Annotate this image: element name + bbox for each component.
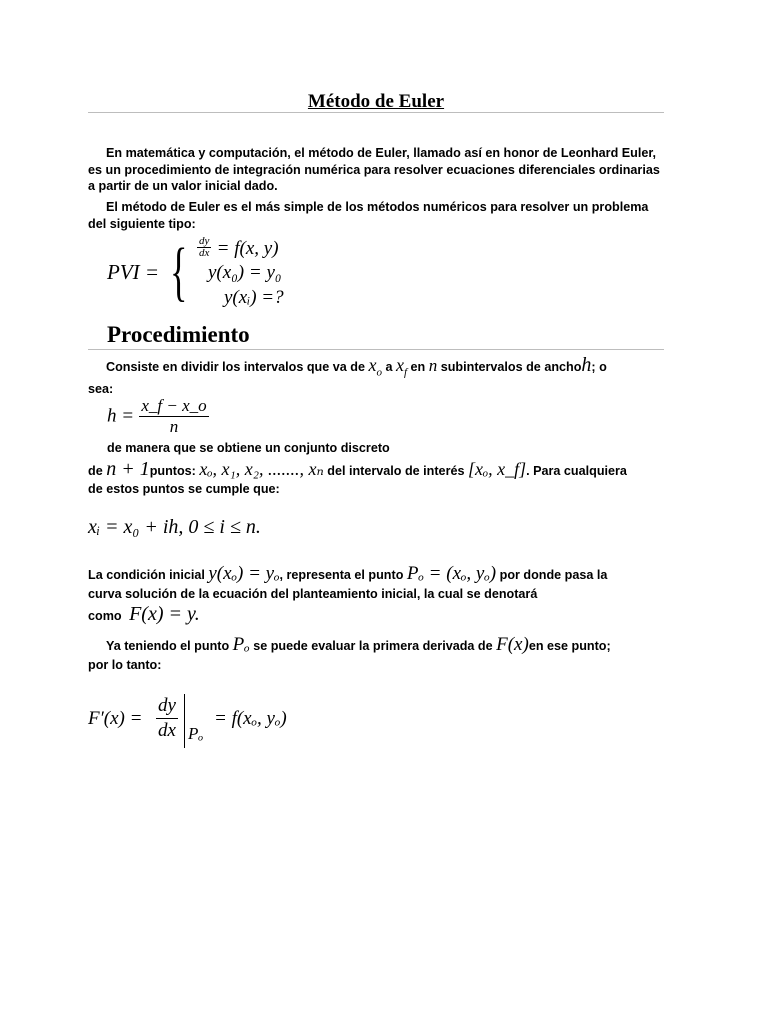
pvi-equation-1: $\frac{dy}{dx}$ = f(x, y) — [199, 235, 279, 259]
page-title: Método de Euler — [307, 91, 445, 112]
h-formula: h = $\frac{x\_f - x\_o}{n}$ — [107, 396, 207, 436]
procedure-divider — [88, 349, 664, 350]
title-divider — [88, 112, 664, 113]
intro-text: En matemática y computación, el método de Euler, llamado así en honor de Leonhard Euler, es un procedimiento de integración numérica para resolver ecuaciones diferenciales ordinarias a partir de un valor inicial dado. — [88, 146, 660, 193]
points-line: de n + 1puntos: xₒ, x₁, x₂, ......., xₙ del intervalo de interés [xₒ, x_f]. Para cualquiera — [88, 458, 627, 480]
intro-paragraph — [88, 145, 668, 195]
pvi-label: PVI = — [107, 260, 160, 284]
simple-method-text: El método de Euler es el más simple de los métodos numéricos para resolver un problema del siguiente tipo: — [88, 200, 649, 231]
derivative-line-2: por lo tanto: — [88, 658, 162, 672]
derivative-paragraph: Ya teniendo el punto Pₒ se puede evaluar la primera derivada de F(x)en ese punto; — [106, 634, 611, 655]
xi-formula: xᵢ = x₀ + ih, 0 ≤ i ≤ n. — [88, 516, 261, 538]
document-page: Método de Euler En matemática y computación, el método de Euler, llamado así en honor de Leonhard Euler, es un procedimiento de integración numérica para resolver ecuaciones diferenciales ordinarias a partir de un valor inicial dado. El método de Euler es el más simple de los métodos numéricos para resolver un problema del siguiente tipo: PVI = { $\frac{dy}{dx}$ = f(x, y) y(x₀) = y₀ y(xᵢ) =? Procedimiento Consiste en dividir los intervalos que va de $x_o$ a $x_f$ en n subintervalos de anchoh; o sea: h = $\frac{x\_f - x\_o}{n}$ de manera que se obtiene un conjunto discreto de n + 1puntos: xₒ, x₁, x₂, ......., xₙ del intervalo de interés [xₒ, x_f]. Para cualquiera de estos puntos se cumple que: xᵢ = x₀ + ih, 0 ≤ i ≤ n. La condición inicial y(xₒ) = yₒ, representa el punto Pₒ = (xₒ, yₒ) por donde pasa la curva solución de la ecuación del planteamiento inicial, la cual se denotará como F(x) = y. Ya teniendo el punto Pₒ se puede evaluar la primera derivada de F(x)en ese punto; por lo tanto: F′(x) = $\frac{dy}{dx}$ Pₒ = f(xₒ, yₒ) — [0, 0, 768, 1024]
procedure-paragraph: Consiste en dividir los intervalos que va de $x_o$ a $x_f$ en n subintervalos de anchoh; o sea: — [88, 354, 607, 397]
pvi-equation-3: y(xᵢ) =? — [224, 287, 284, 308]
simple-method-paragraph — [88, 199, 668, 232]
pvi-equation-2: y(x₀) = y₀ — [208, 262, 282, 283]
initial-condition-paragraph: La condición inicial y(xₒ) = yₒ, representa el punto Pₒ = (xₒ, yₒ) por donde pasa la — [88, 563, 608, 584]
discrete-set-line: de manera que se obtiene un conjunto discreto — [107, 441, 390, 455]
initial-condition-line-2: curva solución de la ecuación del planteamiento inicial, la cual se denotará — [88, 587, 538, 601]
procedure-heading: Procedimiento — [107, 322, 250, 347]
points-line-2: de estos puntos se cumple que: — [88, 482, 280, 496]
initial-condition-line-3: como F(x) = y. — [88, 603, 200, 625]
pvi-brace: { — [170, 235, 188, 308]
